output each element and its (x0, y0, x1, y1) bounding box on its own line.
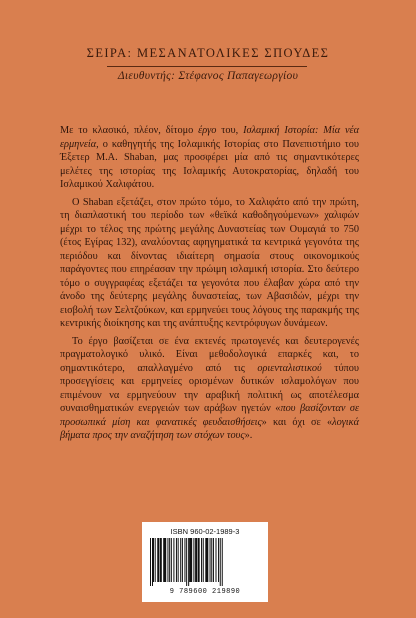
barcode-bar (173, 538, 174, 582)
barcode-bar (160, 538, 162, 582)
text-run: ». (244, 430, 253, 441)
barcode-bar (210, 538, 211, 582)
italic-run: λογικά βήματα προς την αναζήτηση των στόχων τους (60, 416, 359, 441)
text-run: Ο Shaban εξετάζει, στον πρώτο τόμο, το Χαλιφάτο από την πρώτη, τη διαπλαστική του περίοδο των «θεϊκά καθοδηγούμενων» χαλιφών μέχρι το τέλος της πρώτης μεγάλης Δυναστείας των Ουμαγιά το 750 (έτος Εγίρας 132), αναλύοντας αφηγηματικά τα κεντρικά γεγονότα της περιόδου και δίνοντας ιδιαίτερη σημασία στους οικονομικούς παράγοντες που επηρέασαν την πρώιμη ισλαμική ιστορία. Στο δεύτερο τόμο ο συγγραφέας εξετάζει τα γεγονότα που έλαβαν χώρα από την άνοδο της δεύτερης μεγάλης δυναστείας, των Αβασιδών, μέχρι την εισβολή των Σελτζούκων, και ερμηνεύει τους λόγους της παρακμής της κεντρικής διοίκησης και της ανάπτυξης κεντρόφυγων δυνάμεων. (60, 196, 359, 329)
italic-run: οριενταλιστικού (257, 362, 322, 374)
barcode-guard-bar (220, 538, 221, 586)
barcode-bar (201, 538, 202, 582)
text-run: του, (216, 125, 244, 136)
barcode-bar (184, 538, 185, 582)
barcode-number: 9 789600 219890 (169, 588, 241, 596)
italic-run: Ισλαμική Ιστορία: Μία νέα ερμηνεία (60, 125, 360, 150)
barcode-bar (189, 538, 192, 582)
isbn-label: ISBN 960-02-1989-3 (170, 527, 240, 536)
barcode-bar (195, 538, 197, 582)
barcode-bar (193, 538, 194, 582)
barcode-guard-bar (150, 538, 151, 586)
italic-run: που βασίζονταν σε προσωπικά μίση και φανατικές φευδαισθήσεις (60, 403, 360, 428)
barcode-bar (163, 538, 166, 582)
blurb-text (60, 124, 359, 447)
barcode-bar (153, 538, 154, 582)
series-title: ΣΕΙΡΑ: ΜΕΣΑΝΑΤΟΛΙΚΕΣ ΣΠΟΥΔΕΣ (86, 46, 330, 60)
barcode-guard-bar (222, 538, 223, 586)
barcode-guard-bar (186, 538, 187, 586)
barcode-guard-bar (188, 538, 189, 586)
barcode-bar (176, 538, 177, 582)
barcode-bar (178, 538, 179, 582)
barcode-bar (216, 538, 217, 582)
barcode-guard-bar (152, 538, 153, 586)
barcode-bar (155, 538, 156, 582)
barcode-bar (211, 538, 212, 582)
barcode-bar (218, 538, 219, 582)
barcode-bar (182, 538, 183, 582)
barcode-bar (169, 538, 170, 582)
italic-run: έργο (198, 125, 217, 136)
barcode-bar (203, 538, 204, 582)
text-run: Με το κλασικό, πλέον, δίτομο (60, 125, 199, 136)
header-rule (107, 66, 307, 67)
barcode-bar (171, 538, 172, 582)
blurb-paragraph-2 (60, 196, 359, 331)
barcode-bar (205, 538, 208, 582)
barcode-bar (167, 538, 168, 582)
series-director: Διευθυντής: Στέφανος Παπαγεωργίου (117, 70, 299, 82)
text-run: , ο καθηγητής της Ισλαμικής Ιστορίας στο Πανεπιστήμιο του Έξετερ M.A. Shaban, μας προσφέρει μία από τις σημαντικότερες μελέτες της ιστορίας της Ισλαμικής Αυτοκρατορίας, δηλαδή του Ισλαμικού Χαλιφάτου. (60, 138, 359, 190)
barcode-bars (150, 538, 260, 586)
text-run: Το έργο βασίζεται σε ένα εκτενές πρωτογενές και δευτερογενές πραγματολογικό υλικό. Είναι μεθοδολογικά επαρκές και, το σημαντικότερο, απαλλαγμένο από τις (60, 335, 359, 374)
barcode-box (142, 522, 268, 602)
text-run: τύπου προσεγγίσεις και ερμηνείες ορισμένων δυτικών ισλαμολόγων που επιμένουν να ερμηνεύουν την αραβική πολιτική ως αποτέλεσμα συναισθηματικών ενεργειών των αράβων ηγετών « (60, 362, 359, 414)
barcode-bar (180, 538, 181, 582)
text-run: » και όχι σε « (261, 416, 333, 428)
barcode-bar (213, 538, 214, 582)
barcode-bar (198, 538, 200, 582)
blurb-paragraph-3 (60, 335, 359, 443)
barcode-bar (157, 538, 159, 582)
blurb-paragraph-1 (60, 124, 359, 192)
